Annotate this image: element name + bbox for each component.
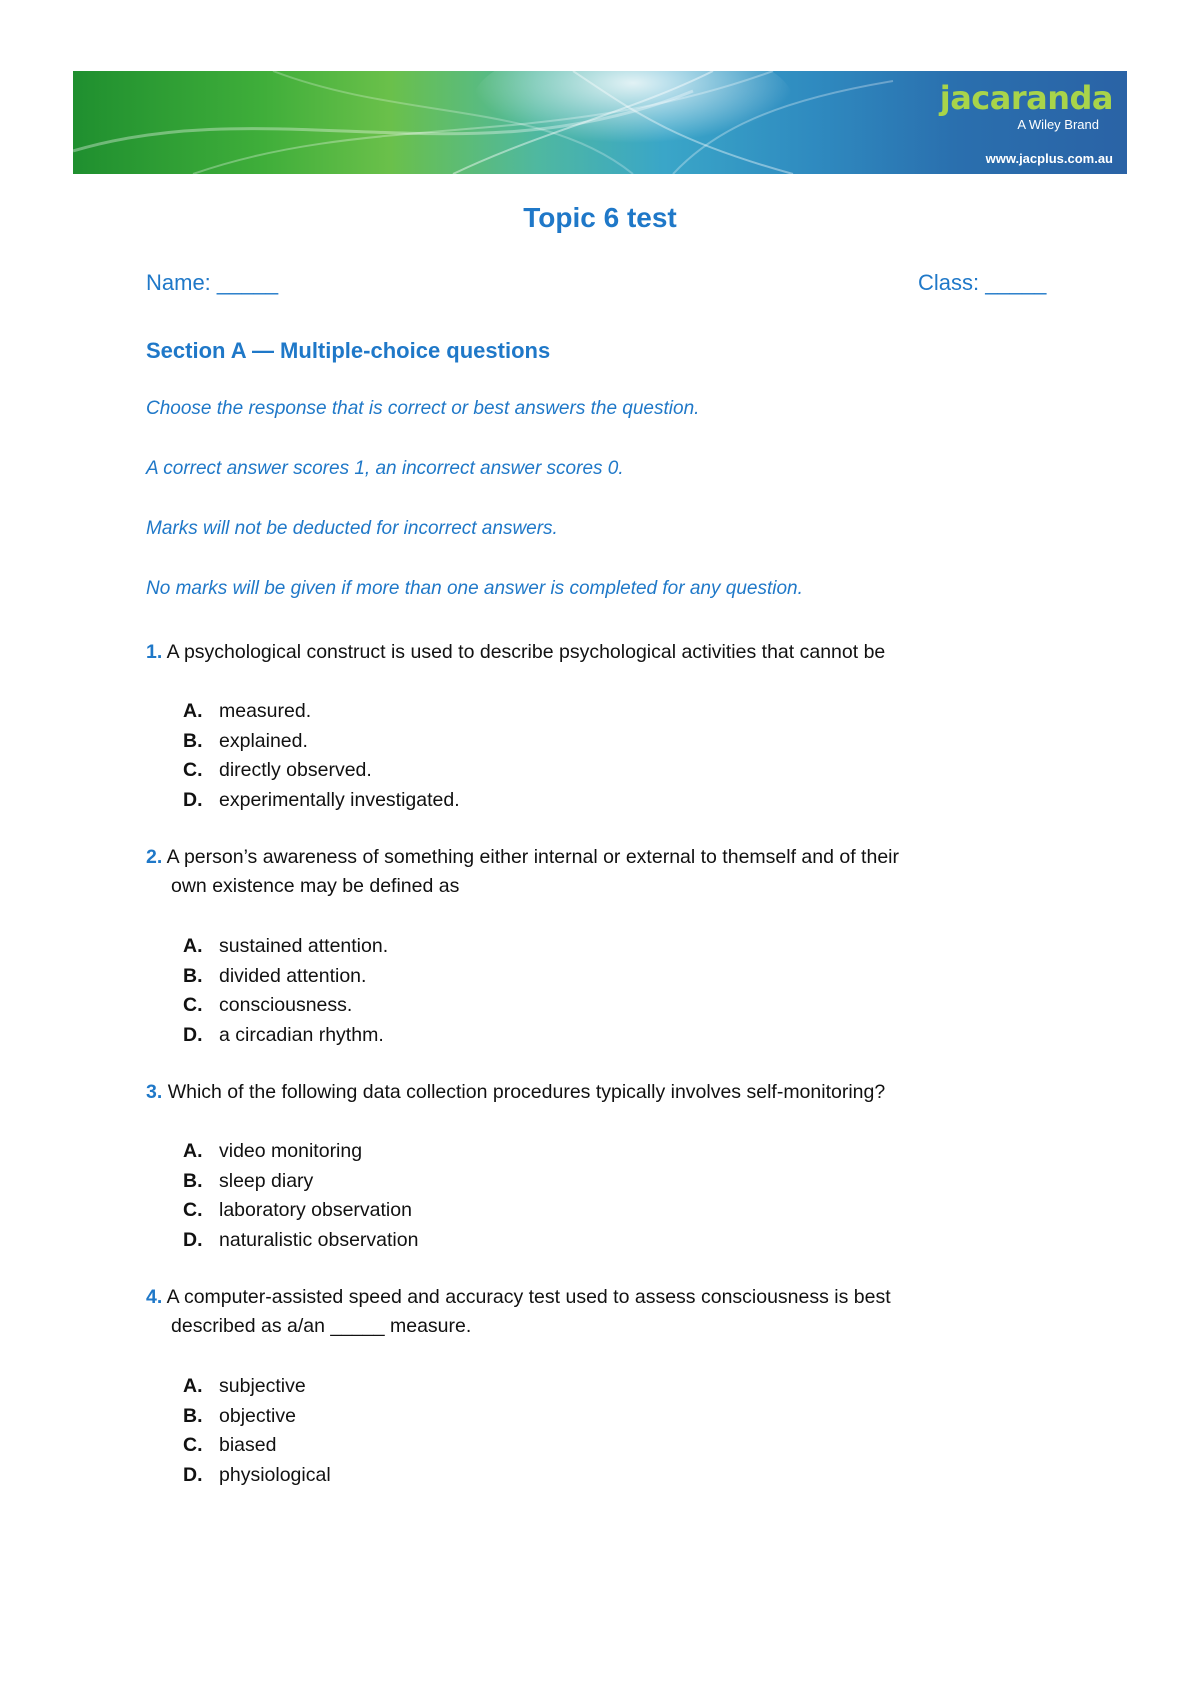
section-title: Section A — Multiple-choice questions: [146, 338, 551, 363]
logo-tagline: A Wiley Brand: [1017, 117, 1099, 132]
option: [183, 1196, 418, 1226]
option-text: experimentally investigated.: [219, 788, 460, 811]
option-text: laboratory observation: [219, 1199, 412, 1221]
option: [183, 697, 460, 727]
question-number: 3.: [146, 1081, 163, 1103]
option: [183, 991, 388, 1021]
header-banner: [73, 71, 1127, 174]
option-letter: D.: [183, 788, 203, 811]
option: [183, 756, 460, 786]
option-text: physiological: [219, 1463, 331, 1486]
option-text: explained.: [219, 729, 308, 752]
option-letter: D.: [183, 1228, 203, 1251]
option-text: video monitoring: [219, 1140, 363, 1162]
page-title: Topic 6 test: [523, 202, 677, 233]
option-text: sleep diary: [219, 1169, 314, 1192]
option: [183, 727, 460, 757]
option: [183, 786, 460, 816]
instruction-1: Choose the response that is correct or best answers the question.: [146, 398, 700, 419]
logo-wordmark: jacaranda: [939, 79, 1113, 117]
option-text: sustained attention.: [219, 935, 389, 957]
option: [183, 1021, 388, 1051]
question-text-continued: own existence may be defined as: [171, 875, 460, 897]
question-3: [146, 1078, 1046, 1107]
option: [183, 1167, 418, 1197]
option-letter: B.: [183, 729, 203, 752]
option-text: subjective: [219, 1375, 306, 1397]
option-text: naturalistic observation: [219, 1228, 419, 1251]
option: [183, 1402, 331, 1432]
option-letter: B.: [183, 964, 203, 987]
option-letter: A.: [183, 700, 203, 722]
option: [183, 1461, 331, 1491]
option-letter: A.: [183, 1140, 203, 1162]
option-letter: A.: [183, 1375, 203, 1397]
option: [183, 1372, 331, 1402]
question-number: 4.: [146, 1286, 163, 1308]
option: [183, 932, 388, 962]
instruction-4: No marks will be given if more than one answer is completed for any question.: [146, 578, 803, 599]
option-letter: B.: [183, 1404, 203, 1427]
name-field-label: Name: _____: [146, 270, 279, 295]
option-letter: B.: [183, 1169, 203, 1192]
instruction-3: Marks will not be deducted for incorrect answers.: [146, 518, 558, 539]
jacaranda-logo: [913, 79, 1113, 167]
question-3-options: [183, 1137, 418, 1255]
question-text: A computer-assisted speed and accuracy test used to assess consciousness is best: [166, 1286, 891, 1308]
question-text: Which of the following data collection procedures typically involves self-monitoring?: [167, 1081, 886, 1103]
class-field-label: Class: _____: [918, 270, 1047, 295]
option-text: directly observed.: [219, 759, 372, 781]
question-4-options: [183, 1372, 331, 1490]
option-text: objective: [219, 1404, 296, 1427]
option: [183, 1226, 418, 1256]
option: [183, 1431, 331, 1461]
question-number: 2.: [146, 846, 163, 868]
option: [183, 1137, 418, 1167]
question-text: A psychological construct is used to describe psychological activities that cannot be: [166, 641, 886, 663]
question-4: [146, 1283, 1046, 1341]
question-text-continued: described as a/an _____ measure.: [171, 1315, 472, 1337]
question-text: A person’s awareness of something either internal or external to themself and of their: [166, 846, 899, 868]
option-letter: D.: [183, 1023, 203, 1046]
option-text: divided attention.: [219, 964, 367, 987]
logo-url: www.jacplus.com.au: [985, 151, 1113, 166]
option-letter: C.: [183, 994, 203, 1016]
question-1: [146, 638, 1046, 667]
option-letter: C.: [183, 759, 203, 781]
option-letter: C.: [183, 1434, 203, 1456]
question-2-options: [183, 932, 388, 1050]
instruction-2: A correct answer scores 1, an incorrect answer scores 0.: [146, 458, 624, 479]
option-letter: A.: [183, 935, 203, 957]
option: [183, 962, 388, 992]
option-text: a circadian rhythm.: [219, 1023, 384, 1046]
question-2: [146, 843, 1046, 901]
option-text: consciousness.: [219, 994, 353, 1016]
question-1-options: [183, 697, 460, 815]
option-letter: C.: [183, 1199, 203, 1221]
question-number: 1.: [146, 641, 163, 663]
option-letter: D.: [183, 1463, 203, 1486]
option-text: measured.: [219, 700, 312, 722]
option-text: biased: [219, 1434, 277, 1456]
